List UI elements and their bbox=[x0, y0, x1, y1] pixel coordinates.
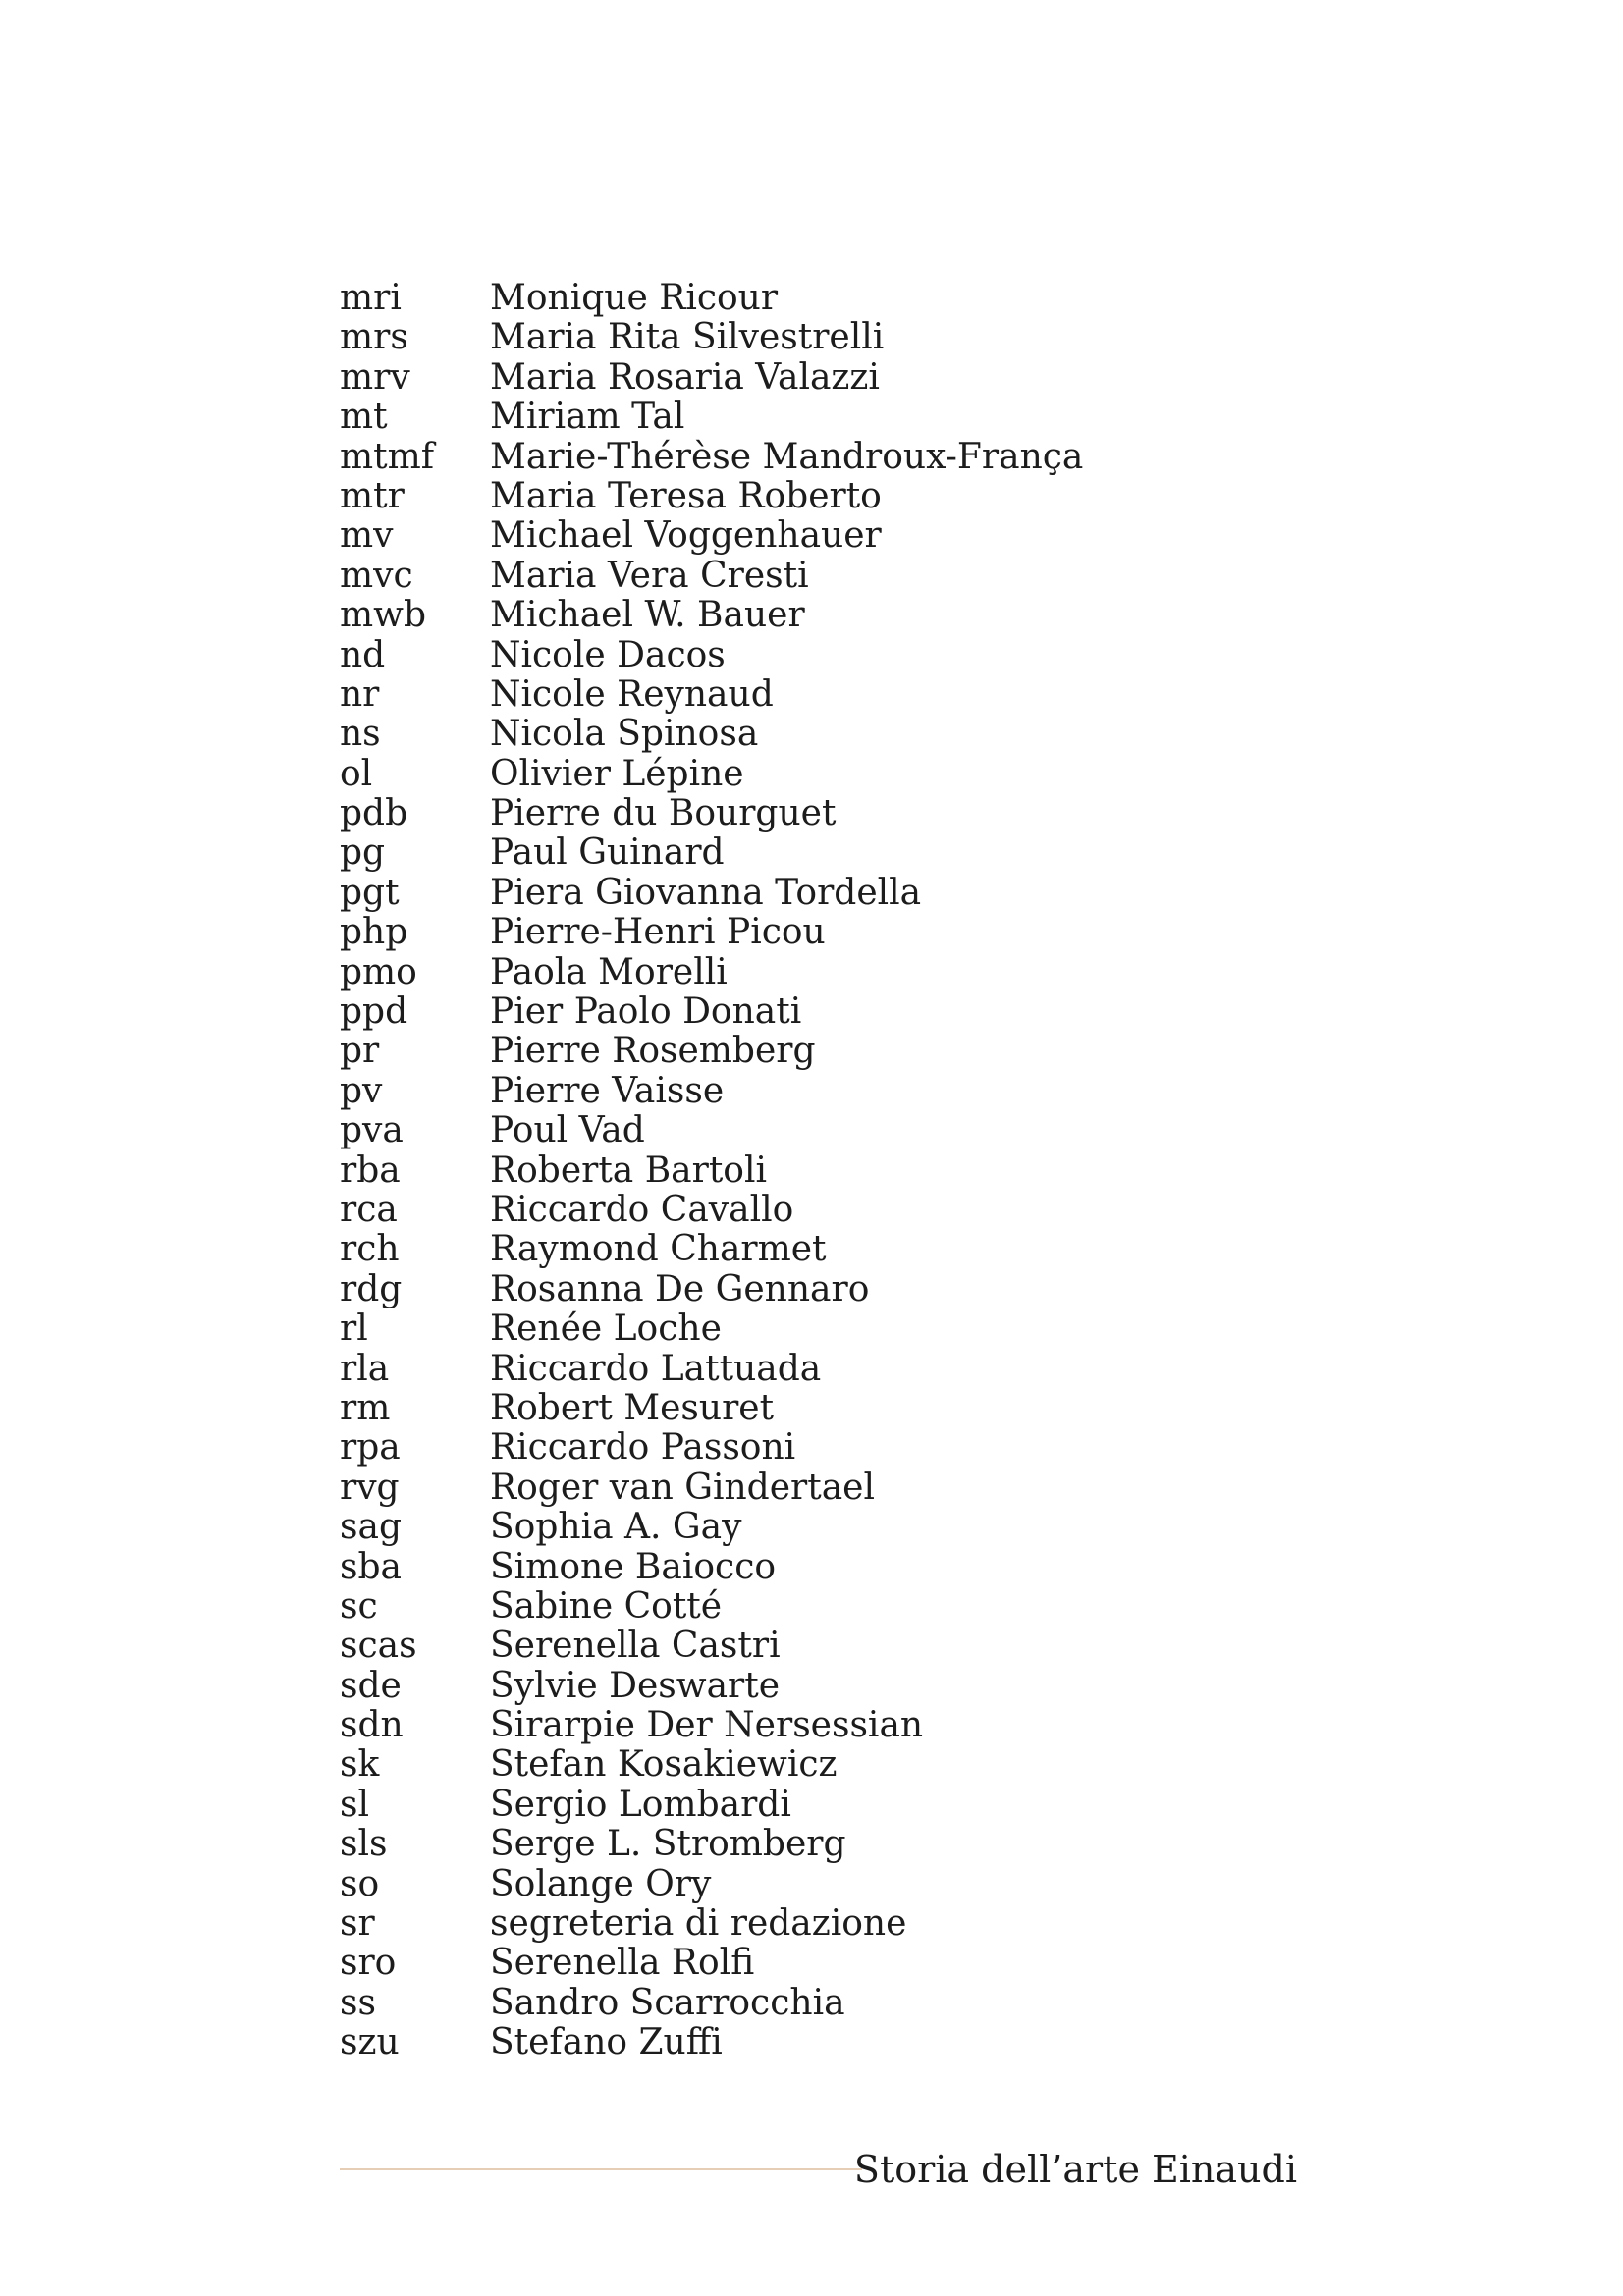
entry-abbreviation: scas bbox=[340, 1626, 417, 1667]
entry-abbreviation: rvg bbox=[340, 1467, 400, 1508]
entry-abbreviation: sc bbox=[340, 1585, 378, 1627]
entry-abbreviation: pr bbox=[340, 1031, 380, 1072]
entry-name: Robert Mesuret bbox=[490, 1387, 775, 1428]
list-item bbox=[340, 1230, 1223, 1269]
entry-name: Piera Giovanna Tordella bbox=[490, 872, 922, 913]
entry-abbreviation: mtr bbox=[340, 475, 405, 516]
entry-name: Roger van Gindertael bbox=[490, 1467, 875, 1508]
list-item bbox=[340, 1825, 1223, 1864]
entry-abbreviation: sl bbox=[340, 1784, 369, 1825]
entry-abbreviation: mwb bbox=[340, 595, 426, 636]
entry-name: Pierre-Henri Picou bbox=[490, 912, 826, 953]
list-item bbox=[340, 1151, 1223, 1191]
list-item bbox=[340, 557, 1223, 596]
list-item bbox=[340, 1072, 1223, 1111]
list-item bbox=[340, 1548, 1223, 1587]
entry-name: Sophia A. Gay bbox=[490, 1507, 742, 1548]
list-item bbox=[340, 1389, 1223, 1428]
entry-name: Poul Vad bbox=[490, 1110, 645, 1151]
entry-name: segreteria di redazione bbox=[490, 1903, 907, 1945]
entry-name: Serenella Rolfi bbox=[490, 1943, 755, 1984]
entry-abbreviation: mrv bbox=[340, 356, 410, 398]
list-item bbox=[340, 636, 1223, 675]
contributors-list bbox=[340, 279, 1223, 2063]
list-item bbox=[340, 1032, 1223, 1071]
entry-name: Paola Morelli bbox=[490, 951, 728, 992]
footer-title: Storia dell’arte Einaudi bbox=[853, 2148, 1297, 2191]
entry-name: Serenella Castri bbox=[490, 1626, 781, 1667]
list-item bbox=[340, 1865, 1223, 1904]
list-item bbox=[340, 516, 1223, 556]
list-item bbox=[340, 675, 1223, 715]
list-item bbox=[340, 1587, 1223, 1627]
entry-abbreviation: ss bbox=[340, 1982, 376, 2023]
list-item bbox=[340, 1468, 1223, 1508]
list-item bbox=[340, 1984, 1223, 2023]
entry-abbreviation: sdn bbox=[340, 1705, 404, 1746]
entry-abbreviation: php bbox=[340, 912, 408, 953]
entry-name: Nicole Dacos bbox=[490, 634, 726, 675]
entry-abbreviation: nr bbox=[340, 673, 380, 715]
entry-abbreviation: ns bbox=[340, 714, 381, 755]
entry-abbreviation: ppd bbox=[340, 991, 408, 1033]
entry-name: Raymond Charmet bbox=[490, 1229, 827, 1270]
list-item bbox=[340, 2023, 1223, 2062]
entry-name: Maria Vera Cresti bbox=[490, 555, 809, 596]
entry-abbreviation: sba bbox=[340, 1546, 402, 1587]
entry-abbreviation: rpa bbox=[340, 1427, 401, 1468]
entry-name: Nicole Reynaud bbox=[490, 673, 774, 715]
list-item bbox=[340, 1270, 1223, 1309]
list-item bbox=[340, 358, 1223, 398]
entry-abbreviation: pv bbox=[340, 1070, 383, 1111]
entry-abbreviation: sk bbox=[340, 1744, 380, 1786]
entry-name: Serge L. Stromberg bbox=[490, 1824, 846, 1865]
entry-name: Maria Rosaria Valazzi bbox=[490, 356, 880, 398]
list-item bbox=[340, 438, 1223, 477]
entry-name: Michael W. Bauer bbox=[490, 595, 805, 636]
entry-abbreviation: szu bbox=[340, 2022, 400, 2063]
entry-name: Marie-Thérèse Mandroux-França bbox=[490, 436, 1084, 477]
list-item bbox=[340, 318, 1223, 357]
entry-name: Riccardo Passoni bbox=[490, 1427, 796, 1468]
entry-abbreviation: sro bbox=[340, 1943, 397, 1984]
list-item bbox=[340, 279, 1223, 318]
list-item bbox=[340, 874, 1223, 913]
entry-name: Stefan Kosakiewicz bbox=[490, 1744, 838, 1786]
entry-name: Miriam Tal bbox=[490, 397, 685, 438]
entry-abbreviation: so bbox=[340, 1863, 380, 1904]
entry-abbreviation: rdg bbox=[340, 1268, 403, 1309]
entry-abbreviation: rch bbox=[340, 1229, 400, 1270]
entry-abbreviation: pdb bbox=[340, 793, 408, 834]
page-footer bbox=[340, 2144, 1297, 2195]
list-item bbox=[340, 398, 1223, 437]
list-item bbox=[340, 794, 1223, 833]
list-item bbox=[340, 1508, 1223, 1547]
entry-name: Pierre Rosemberg bbox=[490, 1031, 816, 1072]
list-item bbox=[340, 596, 1223, 635]
entry-name: Solange Ory bbox=[490, 1863, 712, 1904]
entry-name: Michael Voggenhauer bbox=[490, 515, 882, 557]
list-item bbox=[340, 1706, 1223, 1745]
entry-name: Sergio Lombardi bbox=[490, 1784, 791, 1825]
list-item bbox=[340, 1627, 1223, 1666]
entry-name: Simone Baiocco bbox=[490, 1546, 777, 1587]
entry-name: Sirarpie Der Nersessian bbox=[490, 1705, 924, 1746]
list-item bbox=[340, 1786, 1223, 1825]
entry-name: Pierre Vaisse bbox=[490, 1070, 725, 1111]
entry-abbreviation: ol bbox=[340, 753, 373, 794]
entry-name: Roberta Bartoli bbox=[490, 1149, 768, 1191]
entry-name: Sabine Cotté bbox=[490, 1585, 723, 1627]
entry-abbreviation: pgt bbox=[340, 872, 400, 913]
list-item bbox=[340, 992, 1223, 1032]
list-item bbox=[340, 1745, 1223, 1785]
entry-name: Sylvie Deswarte bbox=[490, 1665, 781, 1706]
entry-name: Maria Rita Silvestrelli bbox=[490, 317, 885, 358]
entry-abbreviation: sag bbox=[340, 1507, 402, 1548]
list-item bbox=[340, 477, 1223, 516]
entry-abbreviation: pg bbox=[340, 832, 386, 874]
list-item bbox=[340, 1350, 1223, 1389]
list-item bbox=[340, 1944, 1223, 1983]
entry-name: Paul Guinard bbox=[490, 832, 725, 874]
footer-rule bbox=[340, 2168, 862, 2170]
entry-abbreviation: rl bbox=[340, 1308, 368, 1350]
entry-abbreviation: sls bbox=[340, 1824, 388, 1865]
entry-abbreviation: pmo bbox=[340, 951, 417, 992]
entry-abbreviation: mvc bbox=[340, 555, 413, 596]
list-item bbox=[340, 1191, 1223, 1230]
entry-abbreviation: nd bbox=[340, 634, 386, 675]
entry-abbreviation: sr bbox=[340, 1903, 375, 1945]
entry-abbreviation: rm bbox=[340, 1387, 391, 1428]
list-item bbox=[340, 1309, 1223, 1349]
entry-name: Pierre du Bourguet bbox=[490, 793, 837, 834]
entry-abbreviation: sde bbox=[340, 1665, 402, 1706]
list-item bbox=[340, 1904, 1223, 1944]
entry-abbreviation: rla bbox=[340, 1348, 390, 1389]
entry-abbreviation: mtmf bbox=[340, 436, 435, 477]
entry-name: Monique Ricour bbox=[490, 278, 779, 318]
entry-name: Maria Teresa Roberto bbox=[490, 475, 882, 516]
list-item bbox=[340, 833, 1223, 873]
entry-abbreviation: mrs bbox=[340, 317, 408, 358]
entry-name: Pier Paolo Donati bbox=[490, 991, 802, 1033]
entry-abbreviation: mri bbox=[340, 278, 402, 318]
entry-name: Nicola Spinosa bbox=[490, 714, 759, 755]
list-item bbox=[340, 953, 1223, 992]
list-item bbox=[340, 1667, 1223, 1706]
entry-abbreviation: rca bbox=[340, 1189, 398, 1230]
entry-name: Sandro Scarrocchia bbox=[490, 1982, 845, 2023]
entry-abbreviation: mv bbox=[340, 515, 394, 557]
entry-name: Stefano Zuffi bbox=[490, 2022, 723, 2063]
entry-abbreviation: rba bbox=[340, 1149, 401, 1191]
list-item bbox=[340, 1111, 1223, 1150]
list-item bbox=[340, 913, 1223, 952]
entry-abbreviation: pva bbox=[340, 1110, 404, 1151]
entry-name: Renée Loche bbox=[490, 1308, 722, 1350]
list-item bbox=[340, 715, 1223, 754]
entry-name: Olivier Lépine bbox=[490, 753, 744, 794]
entry-name: Rosanna De Gennaro bbox=[490, 1268, 870, 1309]
list-item bbox=[340, 755, 1223, 794]
entry-abbreviation: mt bbox=[340, 397, 388, 438]
entry-name: Riccardo Lattuada bbox=[490, 1348, 822, 1389]
list-item bbox=[340, 1428, 1223, 1468]
entry-name: Riccardo Cavallo bbox=[490, 1189, 794, 1230]
